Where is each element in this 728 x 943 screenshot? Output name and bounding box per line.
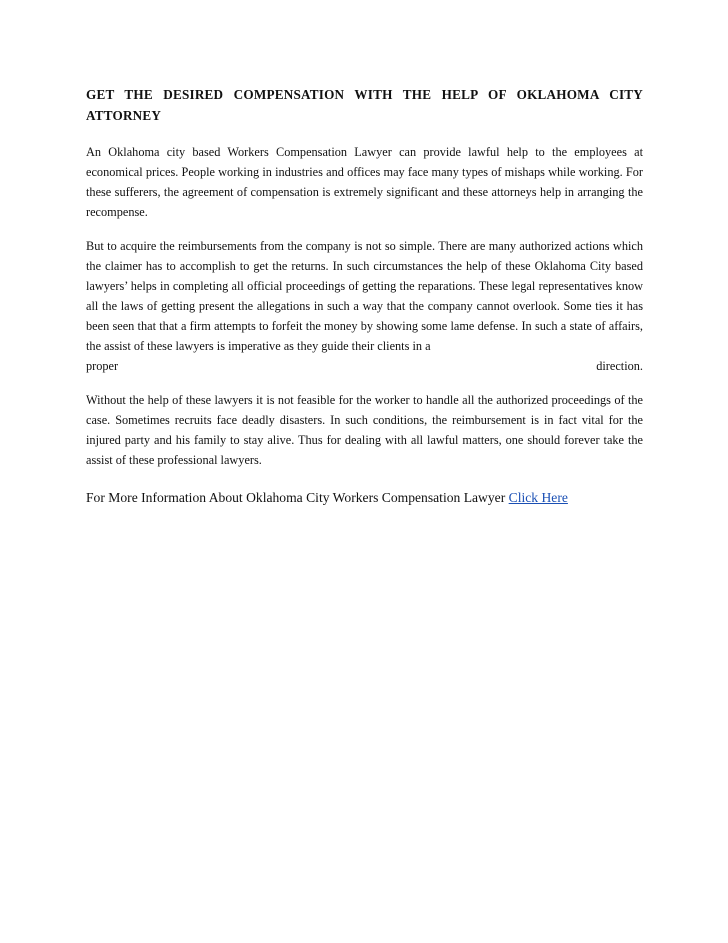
- more-info-text: For More Information About Oklahoma City Workers Compensation Lawyer: [86, 490, 509, 505]
- paragraph-2-last-line: proper direction.: [86, 359, 643, 373]
- paragraph-1: An Oklahoma city based Workers Compensation Lawyer can provide lawful help to the employees at economical prices. People working in industries and offices may face many types of mishaps while working. For these sufferers, the agreement of compensation is extremely significant and these attorneys help in arranging the recompense.: [86, 145, 643, 219]
- document-title: GET THE DESIRED COMPENSATION WITH THE HELP OF OKLAHOMA CITY ATTORNEY: [86, 87, 643, 123]
- click-here-link[interactable]: Click Here: [508, 490, 568, 505]
- more-info-line: [86, 488, 643, 508]
- paragraph-3: Without the help of these lawyers it is not feasible for the worker to handle all the authorized proceedings of the case. Sometimes recruits face deadly disasters. In such conditions, the reimbursement is in fact vital for the injured party and his family to stay alive. Thus for dealing with all lawful matters, one should forever take the assist of these professional lawyers.: [86, 393, 643, 467]
- document-page: [86, 84, 643, 508]
- paragraph-2: [86, 236, 643, 376]
- paragraph-2-body: But to acquire the reimbursements from the company is not so simple. There are many authorized actions which the claimer has to accomplish to get the returns. In such circumstances the help of these Oklahoma City based lawyers’ helps in completing all official proceedings of getting the reparations. These legal representatives know all the laws of getting present the allegations in such a way that the company cannot overlook. Some ties it has been seen that that a firm attempts to forfeit the money by showing some lame defense. In such a state of affairs, the assist of these lawyers is imperative as they guide their clients in a: [86, 239, 643, 353]
